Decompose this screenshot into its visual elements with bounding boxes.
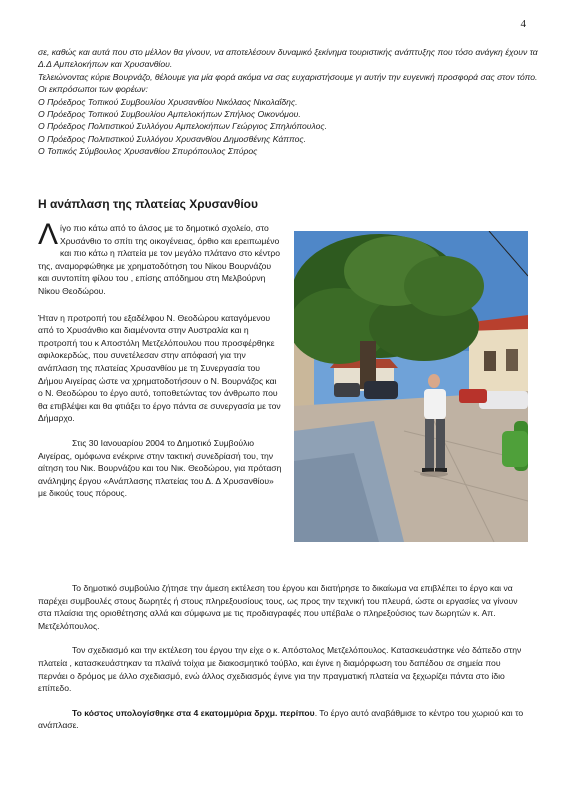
paragraph: Τον σχεδιασμό και την εκτέλεση του έργου την είχε ο κ. Απόστολος Μετζελόπουλος. Κατασκευάστηκε νέο δάπεδο στην πλατεία , κατασκευάστηκαν τα πλαϊνά τοίχια με διακοσμητικό τούβλο, και έγινε η διαμόρφωση του δαπέδου σε σημεία που περνάει ο δρόμος με άλλο σχεδιασμό, ενώ άλλος σχεδιασμός έγινε για την πραγματική πλατεία να ξεχωρίζει πάντα στο ίδιο επίπεδο. bbox=[38, 645, 522, 694]
intro-line: Ο Πρόεδρος Πολιτιστικού Συλλόγου Αμπελοκήπων Γεώργιος Σπηλιόπουλος. bbox=[38, 121, 327, 132]
cost-rest: . Το έργο αυτό αναβάθμισε το κέντρο του χωριού και το ανάπλασε. bbox=[38, 707, 524, 731]
intro-line: Ο Πρόεδρος Πολιτιστικού Συλλόγου Χρυσανθίου Δημοσθένης Κάππος. bbox=[38, 133, 306, 144]
drop-cap: Λ bbox=[38, 218, 59, 251]
paragraph: Το δημοτικό συμβούλιο ζήτησε την άμεση εκτέλεση του έργου και διατήρησε το δικαίωμα να επιβλέπει το έργο και να παρέχει συμβουλές στους δωρητές ή στους πληρεξουσίους τους, ως προς την τεχνική του πλευρά, ώστε οι εργασίες να γίνουν στα πλαίσια της οριοθέτησης αλλά και σύμφωνα με τις προδιαγραφές που υπέβαλε ο πληρεξούσιος των δωρητών κ. Απ. Μετζελόπουλος. bbox=[38, 583, 518, 631]
paragraph: Ήταν η προτροπή του εξαδέλφου Ν. Θεοδώρου καταγόμενου από το Χρυσάνθιο και διαμένοντα στην Αυστραλία και η προτροπή του κ Αποστόλη Μετζελόπουλου που προσφέρθηκε αφιλοκερδώς, που συνετέλεσαν στην απόφασή για την ανάπλαση της πλατείας Χρυσανθίου με τη Συνεργασία του Δήμου Αιγείρας ώστε να χρηματοδοτήσουν ο Ν. Βουρνάζος και ο Ν. Θεοδώρου το έργο αυτό, τοποθετώντας τον άνθρωπο που θα επιβλέψει και θα φτιάξει το έργο πάντα σε συνεργασία με τον Δήμαρχο. bbox=[38, 312, 281, 424]
page-number: 4 bbox=[520, 18, 526, 30]
paragraph-cost bbox=[38, 707, 530, 732]
intro-line: σε, καθώς και αυτά που στο μέλλον θα γίνουν, να αποτελέσουν δυναμικό ξεκίνημα τουριστικής ανάπτυξης που τόσο ανάγκη έχουν τα Δ.Δ Αμπελοκήπων και Χρυσανθίου. bbox=[38, 47, 538, 70]
square-photo-illustration bbox=[294, 231, 528, 542]
intro-line: Τελειώνοντας κύριε Βουρνάζο, θέλουμε για μία φορά ακόμα να σας ευχαριστήσουμε γι αυτήν την ευγενική προσφορά σας στον τόπο. bbox=[38, 71, 538, 82]
intro-line: Οι εκπρόσωποι των φορέων: bbox=[38, 84, 148, 95]
section-title: Η ανάπλαση της πλατείας Χρυσανθίου bbox=[38, 197, 258, 211]
paragraph-intro bbox=[38, 218, 283, 298]
intro-line: Ο Τοπικός Σύμβουλος Χρυσανθίου Σπυρόπουλος Σπύρος bbox=[38, 146, 258, 157]
intro-line: Ο Πρόεδρος Τοπικού Συμβουλίου Χρυσανθίου Νικόλαος Νικολαΐδης. bbox=[38, 96, 298, 107]
intro-block bbox=[38, 46, 538, 158]
left-column-text bbox=[38, 218, 283, 512]
cost-highlight: Το κόστος υπολογίσθηκε στα 4 εκατομμύρια δρχμ. περίπου bbox=[72, 707, 315, 718]
paragraph: Στις 30 Ιανουαρίου 2004 το Δημοτικό Συμβούλιο Αιγείρας, ομόφωνα ενέκρινε στην τακτική συνεδρίασή του, την αίτηση του Νικ. Βουρνάζου και του Νικ. Θεοδώρου, για πρόταση ανάληψης έργου «Ανάπλασης πλατείας του Δ. Δ Χρυσανθίου» με δικούς τους πόρους. bbox=[38, 437, 282, 499]
intro-line: Ο Πρόεδρος Τοπικού Συμβουλίου Αμπελοκήπων Σπήλιος Οικονόμου. bbox=[38, 109, 301, 120]
full-width-text bbox=[38, 582, 530, 744]
square-photo bbox=[294, 231, 528, 542]
paragraph-intro-text: ίγο πιο κάτω από το άλσος με το δημοτικό σχολείο, στο Χρυσάνθιο το σπίτι της οικογένειας, όρθιο και ερειπωμένο και πιο κάτω η πλατεία με τον μεγάλο πλάτανο στο κέντρο της, αναμορφώθηκε με χρηματοδότηση του Νίκου Βουρνάζου και συντοπίτη φίλου του , επίσης απόδημου στη Μελβούρνη Νίκου Θεοδώρου. bbox=[38, 223, 281, 296]
